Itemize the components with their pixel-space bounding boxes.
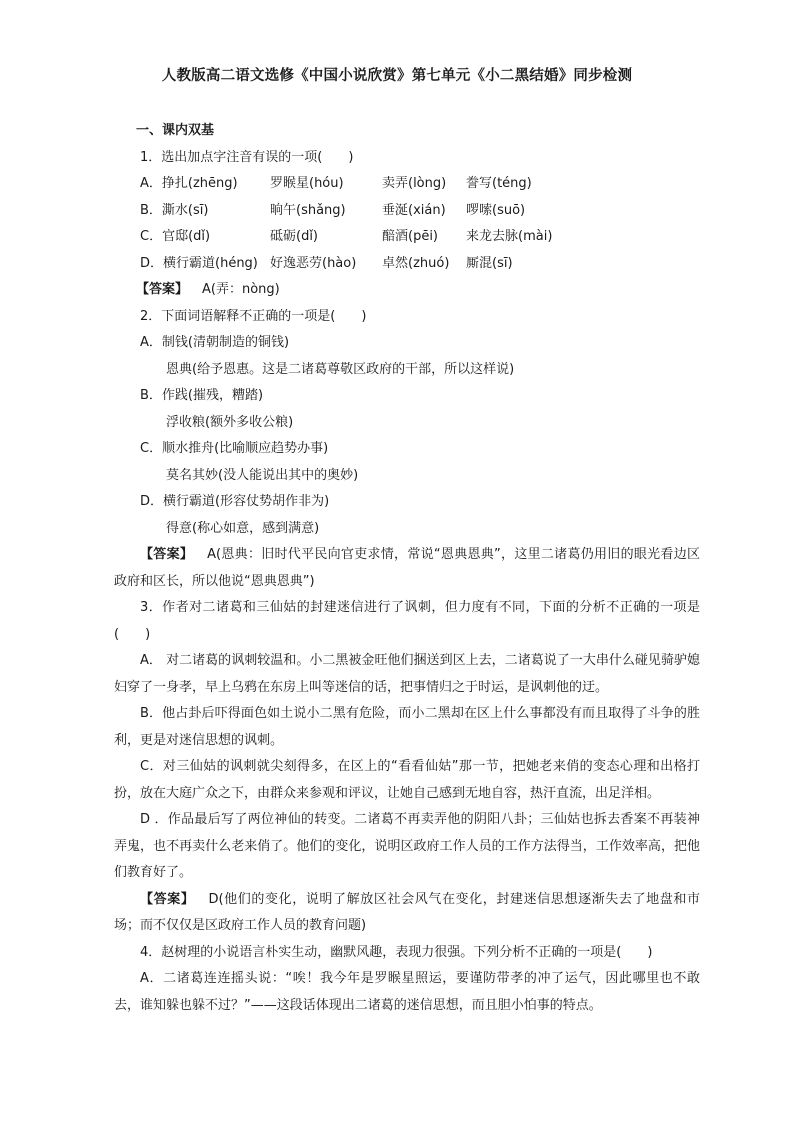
q2-line: 莫名其妙(没人能说出其中的奥妙) [166, 467, 359, 483]
option-cell: 卓然(zhuó) [382, 255, 450, 271]
option-cell: B．澌水(sī) [140, 202, 209, 218]
option-cell: 厮混(sī) [466, 255, 513, 271]
q3-answer [114, 887, 700, 940]
answer-tag: 【答案】 [140, 547, 194, 562]
answer-text: D(他们的变化，说明了解放区社会风气在变化，封建迷信思想逐渐失去了地盘和市场；而不仅仅是区政府工作人员的教育问题) [114, 891, 700, 933]
answer-text: A(恩典：旧时代平民向官吏求情，常说“恩典恩典”，这里二诸葛仍用旧的眼光看边区政府和区长，所以他说“恩典恩典”) [114, 547, 700, 589]
q1-option-row [140, 171, 700, 198]
q1-option-row [140, 198, 700, 225]
q3-option-a: A． 对二诸葛的讽刺较温和。小二黑被金旺他们捆送到区上去，二诸葛说了一大串什么碰见骑驴媳妇穿了一身孝，早上乌鸦在东房上叫等迷信的话，把事情归之于时运，是讽刺他的迂。 [114, 653, 700, 695]
option-cell: C．官邸(dǐ) [140, 229, 211, 244]
answer-tag: 【答案】 [140, 891, 195, 907]
q1-stem: 1．选出加点字注音有误的一项( ) [140, 149, 354, 165]
q2-answer [114, 542, 700, 595]
option-cell: 誊写(téng) [466, 176, 532, 191]
q2-line: A．制钱(清朝制造的铜钱) [140, 335, 290, 350]
option-cell: 来龙去脉(mài) [466, 229, 553, 244]
q1-option-row [140, 251, 700, 278]
option-cell: 啰嗦(suō) [466, 202, 526, 218]
document-title: 人教版高二语文选修《中国小说欣赏》第七单元《小二黑结婚》同步检测 [161, 68, 633, 84]
q2-line: 浮收粮(额外多收公粮) [166, 414, 294, 430]
q2-line: C．顺水推舟(比喻顺应趋势办事) [140, 441, 329, 456]
q2-line: D．横行霸道(形容仗势胡作非为) [140, 494, 330, 509]
q2-stem: 2．下面词语解释不正确的一项是( ) [140, 308, 367, 324]
option-cell: A．挣扎(zhēng) [140, 176, 238, 191]
q4-stem: 4．赵树理的小说语言朴实生动，幽默风趣，表现力很强。下列分析不正确的一项是( ) [140, 944, 653, 960]
option-cell: 卖弄(lòng) [382, 176, 447, 191]
option-cell: 好逸恶劳(hào) [270, 255, 357, 271]
q3-stem: 3．作者对二诸葛和三仙姑的封建迷信进行了讽刺，但力度有不同，下面的分析不正确的一项是( ) [114, 600, 700, 642]
document-body [114, 118, 700, 1019]
q2-line: B．作践(摧残，糟踏) [140, 388, 264, 403]
q2-line: 恩典(给予恩惠。这是二诸葛尊敬区政府的干部，所以这样说) [166, 361, 515, 377]
option-cell: D．横行霸道(héng) [140, 255, 258, 271]
q3-option-d: D ．作品最后写了两位神仙的转变。二诸葛不再卖弄他的阴阳八卦；三仙姑也拆去香案不再装神弄鬼，也不再卖什么老来俏了。他们的变化，说明区政府工作人员的工作方法得当，工作效率高，把他们教育好了。 [114, 812, 700, 880]
q1-option-row [140, 224, 700, 251]
answer-text: A(弄：nòng) [202, 282, 280, 297]
q1-answer [136, 277, 700, 304]
q2-line: 得意(称心如意，感到满意) [166, 520, 320, 536]
answer-tag: 【答案】 [136, 282, 189, 297]
option-cell: 砥砺(dǐ) [270, 229, 319, 244]
option-cell: 垂涎(xián) [382, 202, 446, 218]
option-cell: 醅酒(pēi) [382, 229, 439, 244]
option-cell: 罗睺星(hóu) [270, 176, 344, 191]
q3-option-b: B．他占卦后吓得面色如土说小二黑有危险，而小二黑却在区上什么事都没有而且取得了斗争的胜利，更是对迷信思想的讽刺。 [114, 706, 700, 748]
q1-options [140, 171, 700, 277]
section-heading: 一、课内双基 [136, 123, 215, 138]
q4-option-a: A．二诸葛连连摇头说：“唉！我今年是罗睺星照运，要谨防带孝的冲了运气，因此哪里也不敢去，谁知躲也躲不过？”——这段话体现出二诸葛的迷信思想，而且胆小怕事的特点。 [114, 971, 700, 1013]
option-cell: 晌午(shǎng) [270, 202, 346, 218]
q3-option-c: C．对三仙姑的讽刺就尖刻得多，在区上的“看看仙姑”那一节，把她老来俏的变态心理和出格打扮，放在大庭广众之下，由群众来参观和评议，让她自己感到无地自容，热汗直流，出足洋相。 [114, 759, 700, 801]
